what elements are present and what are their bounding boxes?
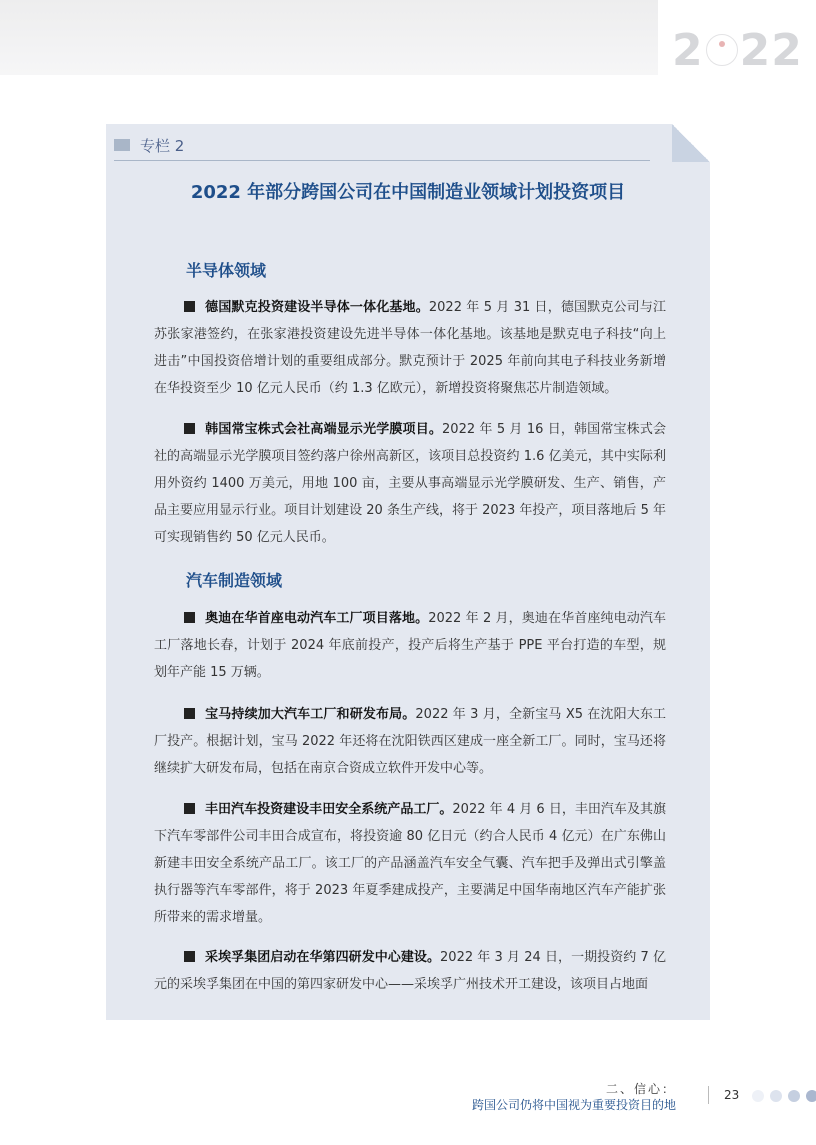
project-lead: 韩国常宝株式会社高端显示光学膜项目。 xyxy=(205,422,443,437)
bullet-square-icon xyxy=(184,612,195,623)
bullet-square-icon xyxy=(184,423,195,434)
section-heading: 半导体领域 xyxy=(186,261,267,280)
footer-chapter: 二、信心： xyxy=(605,1082,676,1096)
year-mark xyxy=(672,26,803,76)
project-body: 2022 年 5 月 31 日，德国默克公司与江苏张家港签约，在张家港投资建设先进半导体一体化基地。该基地是默克电子科技“向上进击”中国投资倍增计划的重要组成部分。默克预计于 2025 年前向其电子科技业务新增在华投资至少 10 亿元人民币（约 1.3 亿欧元），新增投资将聚焦芯片制造领域。 xyxy=(154,300,666,396)
column-tag xyxy=(114,134,184,156)
project-body: 2022 年 3 月，全新宝马 X5 在沈阳大东工厂投产。根据计划，宝马 2022 年还将在沈阳铁西区建成一座全新工厂。同时，宝马还将继续扩大研发布局，包括在南京合资成立软件开发中心等。 xyxy=(154,707,666,776)
column-tag-label: 专栏 2 xyxy=(140,136,185,155)
page-number: 23 xyxy=(724,1088,740,1102)
project-lead: 宝马持续加大汽车工厂和研发布局。 xyxy=(205,707,416,722)
footer-dot-icon xyxy=(788,1090,800,1102)
project-lead: 奥迪在华首座电动汽车工厂项目落地。 xyxy=(205,611,429,626)
footer-dots xyxy=(752,1090,816,1102)
project-paragraph xyxy=(154,796,666,931)
project-paragraph xyxy=(154,294,666,402)
year-logo-dot xyxy=(706,34,738,66)
year-left: 2 xyxy=(672,25,704,76)
project-paragraph xyxy=(154,701,666,782)
project-paragraph xyxy=(154,605,666,686)
project-lead: 丰田汽车投资建设丰田安全系统产品工厂。 xyxy=(205,802,453,817)
footer-dot-icon xyxy=(806,1090,816,1102)
footer-dot-icon xyxy=(770,1090,782,1102)
year-right: 22 xyxy=(739,25,803,76)
project-body: 2022 年 5 月 16 日，韩国常宝株式会社的高端显示光学膜项目签约落户徐州高新区，该项目总投资约 1.6 亿美元，其中实际利用外资约 1400 万美元，用地 100 亩，主要从事高端显示光学膜研发、生产、销售，产品主要应用显示行业。项目计划建设 20 条生产线，将于 2023 年投产，项目落地后 5 年可实现销售约 50 亿元人民币。 xyxy=(154,422,666,545)
footer-dot-icon xyxy=(752,1090,764,1102)
panel-title: 2022 年部分跨国公司在中国制造业领域计划投资项目 xyxy=(190,182,626,203)
footer-subtitle: 跨国公司仍将中国视为重要投资目的地 xyxy=(471,1098,676,1112)
project-lead: 采埃孚集团启动在华第四研发中心建设。 xyxy=(205,950,441,965)
project-paragraph xyxy=(154,944,666,998)
project-lead: 德国默克投资建设半导体一体化基地。 xyxy=(205,300,429,315)
bullet-square-icon xyxy=(184,951,195,962)
project-paragraph xyxy=(154,416,666,551)
header-band xyxy=(0,0,658,75)
section-heading: 汽车制造领域 xyxy=(186,571,283,590)
page-fold-corner xyxy=(672,124,710,162)
tag-square-icon xyxy=(114,139,130,151)
project-body: 2022 年 3 月 24 日，一期投资约 7 亿元的采埃孚集团在中国的第四家研发中心——采埃孚广州技术开工建设，该项目占地面 xyxy=(154,950,666,992)
project-body: 2022 年 2 月，奥迪在华首座纯电动汽车工厂落地长春，计划于 2024 年底前投产，投产后将生产基于 PPE 平台打造的车型，规划年产能 15 万辆。 xyxy=(154,611,666,680)
tag-divider xyxy=(114,160,650,161)
bullet-square-icon xyxy=(184,708,195,719)
bullet-square-icon xyxy=(184,301,195,312)
bullet-square-icon xyxy=(184,803,195,814)
project-body: 2022 年 4 月 6 日，丰田汽车及其旗下汽车零部件公司丰田合成宣布，将投资逾 80 亿日元（约合人民币 4 亿元）在广东佛山新建丰田安全系统产品工厂。该工厂的产品涵盖汽车安全气囊、汽车把手及弹出式引擎盖执行器等汽车零部件，将于 2023 年夏季建成投产，主要满足中国华南地区汽车产能扩张所带来的需求增量。 xyxy=(154,802,666,925)
footer-divider xyxy=(708,1086,709,1104)
